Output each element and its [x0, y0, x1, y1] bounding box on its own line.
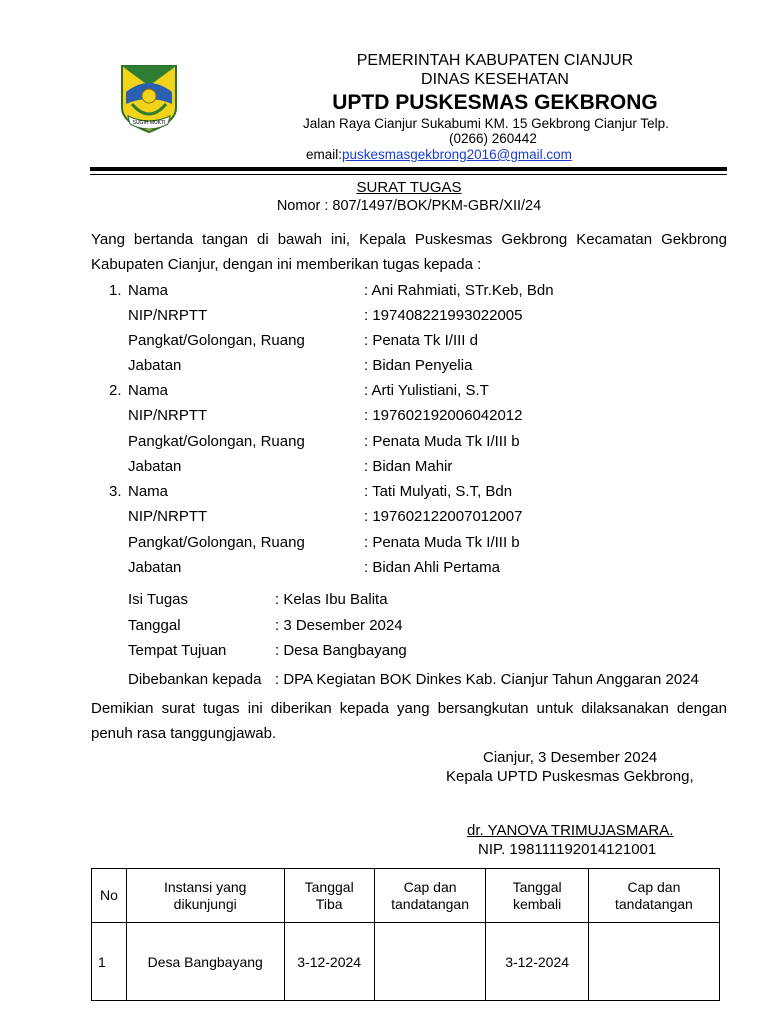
person-2-nip-label: NIP/NRPTT	[128, 407, 208, 424]
person-2-position-value: : Bidan Mahir	[364, 458, 453, 475]
visit-table	[91, 868, 720, 1001]
task-content-value: : Kelas Ibu Balita	[275, 591, 388, 608]
email-label: email:	[306, 147, 343, 162]
person-3-position-label: Jabatan	[128, 559, 182, 576]
closing-paragraph: Demikian surat tugas ini diberikan kepada yang bersangkutan untuk dilaksanakan dengan penuh rasa tanggungjawab.	[91, 700, 727, 742]
task-content-label: Isi Tugas	[128, 591, 189, 608]
header-arrival-stamp: Cap dan tandatangan	[374, 869, 486, 923]
funding-value: : DPA Kegiatan BOK Dinkes Kab. Cianjur Tahun Anggaran 2024	[275, 671, 699, 688]
cell-return-date: 3-12-2024	[486, 923, 588, 1001]
person-2-position-label: Jabatan	[128, 458, 182, 475]
table-header-row	[92, 869, 720, 923]
header-no: No	[92, 869, 127, 923]
person-1-number: 1.	[109, 282, 122, 299]
person-2-name-label: Nama	[128, 382, 169, 399]
intro-paragraph: Yang bertanda tangan di bawah ini, Kepala Puskesmas Gekbrong Kecamatan Gekbrong Kabupaten Cianjur, dengan ini memberikan tugas kepada :	[91, 231, 727, 273]
person-3-rank-value: : Penata Muda Tk I/III b	[364, 534, 520, 551]
header-return-date: Tanggal kembali	[486, 869, 588, 923]
person-3-name-label: Nama	[128, 483, 169, 500]
person-2-number: 2.	[109, 382, 122, 399]
person-2-name-value: : Arti Yulistiani, S.T	[364, 382, 489, 399]
cell-arrival-date: 3-12-2024	[284, 923, 374, 1001]
person-1-name-value: : Ani Rahmiati, STr.Keb, Bdn	[364, 282, 554, 299]
cell-no: 1	[92, 923, 127, 1001]
header-institution: UPTD PUSKESMAS GEKBRONG	[332, 91, 658, 114]
person-1-rank-label: Pangkat/Golongan, Ruang	[128, 332, 305, 349]
person-3-position-value: : Bidan Ahli Pertama	[364, 559, 500, 576]
person-1-name-label: Nama	[128, 282, 169, 299]
logo-motto: SUGIH MUKTI	[132, 120, 166, 126]
header-arrival-date: Tanggal Tiba	[284, 869, 374, 923]
task-destination-value: : Desa Bangbayang	[275, 642, 407, 659]
cell-return-stamp	[588, 923, 719, 1001]
person-1-rank-value: : Penata Tk I/III d	[364, 332, 478, 349]
place-date: Cianjur, 3 Desember 2024	[483, 749, 658, 766]
header-email-line	[306, 147, 572, 162]
signer-title: Kepala UPTD Puskesmas Gekbrong,	[446, 768, 694, 785]
header-rule-thin	[90, 174, 727, 175]
person-1-position-value: : Bidan Penyelia	[364, 357, 473, 374]
cell-institution: Desa Bangbayang	[126, 923, 284, 1001]
person-2-rank-value: : Penata Muda Tk I/III b	[364, 433, 520, 450]
header-institution: Instansi yang dikunjungi	[126, 869, 284, 923]
person-1-nip-label: NIP/NRPTT	[128, 307, 208, 324]
person-3-nip-value: : 197602122007012007	[364, 508, 523, 525]
person-2-nip-value: : 197602192006042012	[364, 407, 523, 424]
person-2-rank-label: Pangkat/Golongan, Ruang	[128, 433, 305, 450]
person-3-number: 3.	[109, 483, 122, 500]
person-3-name-value: : Tati Mulyati, S.T, Bdn	[364, 483, 513, 500]
signer-name: dr. YANOVA TRIMUJASMARA.	[467, 822, 674, 839]
document-number: Nomor : 807/1497/BOK/PKM-GBR/XII/24	[276, 198, 542, 214]
task-date-label: Tanggal	[128, 617, 181, 634]
header-phone: (0266) 260442	[449, 131, 537, 146]
signer-nip: NIP. 198111192014121001	[478, 841, 657, 858]
person-3-nip-label: NIP/NRPTT	[128, 508, 208, 525]
person-1-nip-value: : 197408221993022005	[364, 307, 523, 324]
person-3-rank-label: Pangkat/Golongan, Ruang	[128, 534, 305, 551]
email-link[interactable]: puskesmasgekbrong2016@gmail.com	[342, 147, 572, 162]
header-government: PEMERINTAH KABUPATEN CIANJUR	[356, 52, 634, 69]
funding-label: Dibebankan kepada	[128, 671, 262, 688]
header-rule-thick	[90, 167, 727, 171]
document-title: SURAT TUGAS	[356, 179, 462, 196]
cell-arrival-stamp	[374, 923, 486, 1001]
person-1-position-label: Jabatan	[128, 357, 182, 374]
header-address: Jalan Raya Cianjur Sukabumi KM. 15 Gekbrong Cianjur Telp.	[303, 116, 669, 131]
task-date-value: : 3 Desember 2024	[275, 617, 403, 634]
header-department: DINAS KESEHATAN	[421, 71, 569, 88]
table-row	[92, 923, 720, 1001]
task-destination-label: Tempat Tujuan	[128, 642, 227, 659]
header-return-stamp: Cap dan tandatangan	[588, 869, 719, 923]
